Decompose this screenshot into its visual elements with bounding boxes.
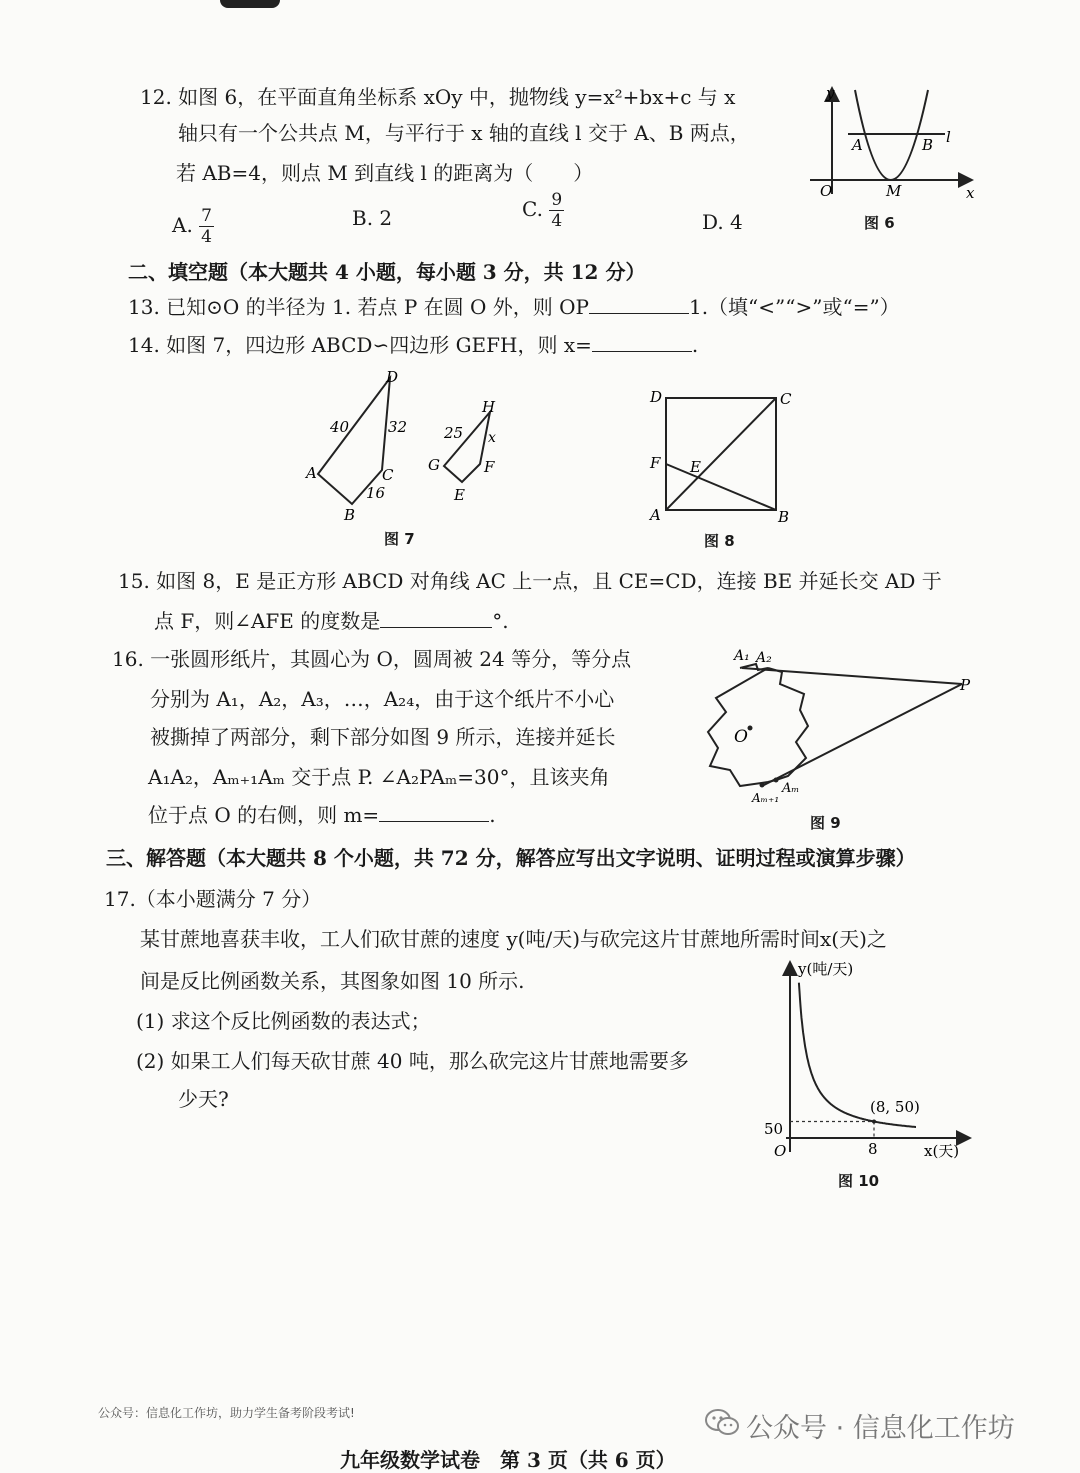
q17-part2: (2) 如果工人们每天砍甘蔗 40 吨，那么砍完这片甘蔗地需要多 [136, 1049, 689, 1073]
fig10-point-label: (8, 50) [870, 1098, 920, 1116]
fig10-caption: 图 10 [838, 1172, 880, 1190]
q15-answer-blank[interactable] [380, 627, 492, 628]
watermark-text: 公众号 · 信息化工作坊 [746, 1413, 1015, 1444]
fig6-x-label: x [966, 184, 975, 202]
fig8-a-label: A [650, 506, 661, 524]
q12-line1: 12. 如图 6，在平面直角坐标系 xOy 中，抛物线 y=x²+bx+c 与 x [140, 85, 736, 109]
fig9-a2-label: A₂ [756, 650, 772, 666]
q17-part2b: 少天? [178, 1087, 229, 1111]
section3-title: 三、解答题（本大题共 8 个小题，共 72 分，解答应写出文字说明、证明过程或演算步骤） [106, 846, 916, 870]
fig7-b-label: B [344, 506, 356, 522]
q12-option-a-fraction: $\frac{7}{4}$ [201, 206, 212, 247]
fig7-x-label: x [488, 430, 496, 446]
fig7-40-label: 40 [330, 418, 350, 436]
wechat-icon [704, 1408, 740, 1438]
fig8-f-label: F [650, 454, 661, 472]
fig6-caption: 图 6 [864, 214, 895, 232]
fig7-d-label: D [386, 368, 399, 386]
fig9-a1-label: A₁ [734, 648, 750, 664]
fig10-y-tick-50: 50 [764, 1120, 784, 1138]
fig9-caption: 图 9 [810, 814, 841, 832]
section2-title: 二、填空题（本大题共 4 小题，每小题 3 分，共 12 分） [128, 260, 646, 284]
q16-line4: A₁A₂，Aₘ₊₁Aₘ 交于点 P. ∠A₂PAₘ=30°，且该夹角 [148, 765, 610, 789]
q13-text: 13. 已知⊙O 的半径为 1. 若点 P 在圆 O 外，则 OP 1.（填“<”“>”或“=”） [128, 295, 900, 319]
fig7-25-label: 25 [444, 424, 464, 442]
figure-8 [640, 380, 800, 530]
q17-line2: 间是反比例函数关系，其图象如图 10 所示. [140, 969, 525, 993]
figure-10-chart [758, 956, 978, 1166]
fig6-b-label: B [922, 136, 934, 154]
q17-part1: (1) 求这个反比例函数的表达式； [136, 1009, 431, 1033]
q12-line2: 轴只有一个公共点 M，与平行于 x 轴的直线 l 交于 A、B 两点， [178, 121, 750, 145]
fig7-caption: 图 7 [384, 530, 415, 548]
fig10-point-8-50 [872, 1120, 876, 1124]
fig7-h-label: H [482, 398, 496, 416]
fig9-p-label: P [960, 676, 971, 694]
fig7-c-label: C [382, 466, 394, 484]
fig8-d-label: D [650, 388, 663, 406]
fig8-e-label: E [690, 458, 701, 476]
q16-line5: 位于点 O 的右侧，则 m= . [148, 803, 496, 827]
figure-9 [696, 640, 986, 816]
fig10-ylabel: y(吨/天) [798, 960, 854, 978]
q12-option-c-fraction: $\frac{9}{4}$ [551, 190, 563, 231]
fig8-b-label: B [778, 508, 790, 526]
fig6-m-label: M [886, 182, 902, 200]
fig7-a-label: A [306, 464, 317, 482]
q16-answer-blank[interactable] [379, 821, 489, 822]
q16-line3: 被撕掉了两部分，剩下部分如图 9 所示，连接并延长 [150, 725, 616, 749]
fig10-origin-label: O [774, 1142, 787, 1160]
fig7-e-label: E [454, 486, 465, 504]
fig6-y-label: y [826, 84, 835, 102]
q17-line1: 某甘蔗地喜获丰收，工人们砍甘蔗的速度 y(吨/天)与砍完这片甘蔗地所需时间x(天)之 [140, 927, 887, 951]
q15-line2: 点 F，则∠AFE 的度数是 °. [154, 609, 509, 633]
fig9-am1-label: Aₘ₊₁ [752, 791, 780, 805]
q14-text: 14. 如图 7，四边形 ABCD∽四边形 GEFH，则 x= . [128, 333, 699, 357]
figure-7 [300, 362, 520, 522]
fig7-f-label: F [484, 458, 495, 476]
fig7-32-label: 32 [388, 418, 408, 436]
fig10-xlabel: x(天) [924, 1142, 960, 1160]
q16-line2: 分别为 A₁，A₂，A₃，…，A₂₄，由于这个纸片不小心 [150, 687, 615, 711]
fig7-16-label: 16 [366, 484, 386, 502]
q12-option-c: C. $\frac{9}{4}$ [522, 190, 563, 231]
footer-note: 公众号：信息化工作坊，助力学生备考阶段考试! [98, 1406, 355, 1420]
top-scan-mark [220, 0, 280, 8]
q14-answer-blank[interactable] [592, 351, 692, 352]
fig10-x-tick-8: 8 [868, 1140, 878, 1158]
q12-line3: 若 AB=4，则点 M 到直线 l 的距离为（ ） [176, 161, 594, 185]
q15-line1: 15. 如图 8，E 是正方形 ABCD 对角线 AC 上一点，且 CE=CD，连接 BE 并延长交 AD 于 [118, 569, 942, 593]
fig8-c-label: C [780, 390, 792, 408]
fig6-origin-label: O [820, 182, 833, 200]
fig8-caption: 图 8 [704, 532, 735, 550]
fig6-a-label: A [852, 136, 863, 154]
fig7-g-label: G [428, 456, 440, 474]
fig9-o-label: O [734, 727, 748, 747]
q16-line1: 16. 一张圆形纸片，其圆心为 O，圆周被 24 等分，等分点 [112, 647, 632, 671]
q17-head: 17.（本小题满分 7 分） [104, 887, 322, 911]
fig9-am-label: Aₘ [782, 781, 800, 796]
fig6-l-label: l [946, 128, 951, 146]
q12-option-b: B. 2 [352, 206, 393, 230]
q12-option-d: D. 4 [702, 210, 743, 234]
q13-answer-blank[interactable] [589, 313, 689, 314]
q12-option-a: A. $\frac{7}{4}$ [172, 206, 212, 247]
page-footer: 九年级数学试卷 第 3 页（共 6 页） [340, 1448, 676, 1472]
